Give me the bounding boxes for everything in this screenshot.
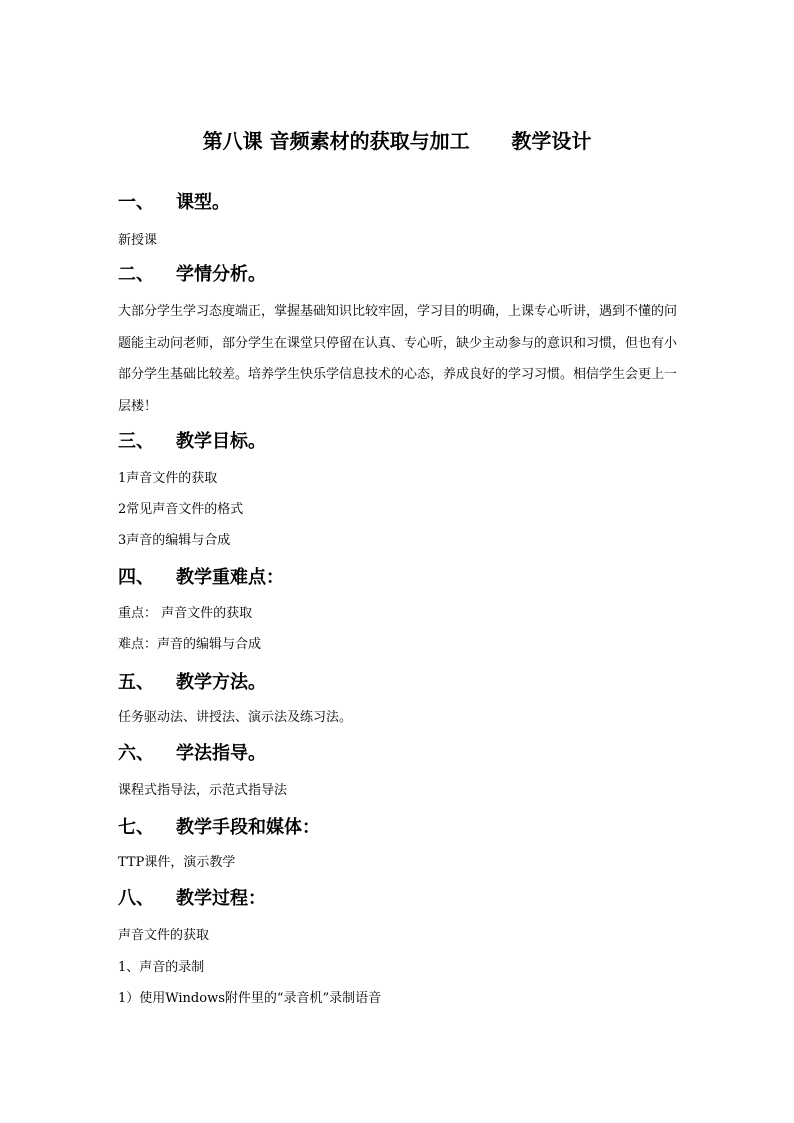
section-text: 1声音文件的获取	[118, 471, 218, 486]
section-number: 八、	[118, 888, 154, 909]
section-text: 声音文件的获取	[118, 928, 210, 943]
section-text: 1）使用Windows附件里的“录音机”录制语音	[118, 991, 382, 1006]
section-text: 2常见声音文件的格式	[118, 502, 244, 517]
section-number: 三、	[118, 431, 154, 452]
section-number: 二、	[118, 264, 154, 285]
section-title: 教学目标。	[176, 431, 266, 452]
section-heading-4	[118, 565, 284, 591]
section-title: 教学手段和媒体：	[176, 817, 320, 838]
section-text: TTP课件，演示教学	[118, 855, 236, 870]
section-text: 3声音的编辑与合成	[118, 533, 231, 548]
section-heading-8	[118, 886, 266, 912]
section-title: 课型。	[176, 192, 230, 213]
section-heading-7	[118, 815, 320, 841]
section-text: 课程式指导法，示范式指导法	[118, 783, 288, 798]
section-number: 五、	[118, 672, 154, 693]
section-text: 1、声音的录制	[118, 960, 205, 975]
section-title: 学法指导。	[176, 743, 266, 764]
section-text: 任务驱动法、讲授法、演示法及练习法。	[118, 710, 353, 725]
section-heading-1	[118, 190, 230, 216]
section-title: 教学重难点：	[176, 567, 284, 588]
section-paragraph: 大部分学生学习态度端正，掌握基础知识比较牢固，学习目的明确，上课专心听讲，遇到不懂的问题能主动问老师，部分学生在课堂只停留在认真、专心听，缺少主动参与的意识和习惯，但也有小部分学生基础比较差。培养学生快乐学信息技术的心态，养成良好的学习习惯。相信学生会更上一层楼！	[118, 304, 678, 414]
section-text: 重点： 声音文件的获取	[118, 606, 253, 621]
section-text: 难点：声音的编辑与合成	[118, 637, 262, 652]
document-title: 第八课 音频素材的获取与加工 教学设计	[202, 129, 592, 153]
section-heading-2	[118, 262, 266, 288]
section-number: 四、	[118, 567, 154, 588]
section-number: 一、	[118, 192, 154, 213]
section-number: 七、	[118, 817, 154, 838]
section-text: 新授课	[118, 233, 158, 248]
section-title: 教学方法。	[176, 672, 266, 693]
section-title: 教学过程：	[176, 888, 266, 909]
section-title: 学情分析。	[176, 264, 266, 285]
section-heading-3	[118, 429, 266, 455]
section-number: 六、	[118, 743, 154, 764]
section-heading-5	[118, 670, 266, 696]
section-heading-6	[118, 741, 266, 767]
